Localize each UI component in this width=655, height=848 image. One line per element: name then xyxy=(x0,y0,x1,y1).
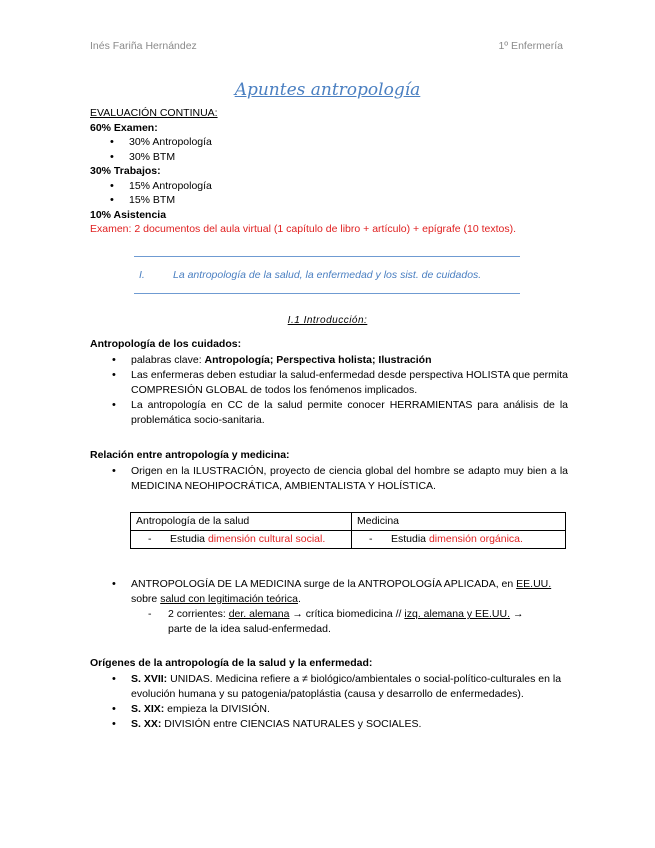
table-header-cell: Antropología de la salud xyxy=(131,513,352,531)
section-rule-top xyxy=(134,256,520,257)
relacion-list xyxy=(90,464,568,494)
list-item: • 30% Antropología xyxy=(90,135,568,150)
medicina-sublist xyxy=(90,607,568,637)
origenes-heading: Orígenes de la antropología de la salud y la enfermedad: xyxy=(90,657,373,669)
exam-list xyxy=(90,135,568,164)
cuidados-heading: Antropología de los cuidados: xyxy=(90,338,242,350)
list-item: • S. XIX: empieza la DIVISIÓN. xyxy=(90,702,568,717)
section-number: I. xyxy=(139,269,145,281)
relacion-block xyxy=(90,448,568,494)
section-title-text: La antropología de la salud, la enfermedad y los sist. de cuidados. xyxy=(173,269,482,281)
origenes-list xyxy=(90,672,568,732)
medicina-list xyxy=(90,577,568,607)
list-item: • 15% Antropología xyxy=(90,179,568,194)
list-item: • palabras clave: Antropología; Perspectiva holista; Ilustración xyxy=(90,353,568,368)
evaluation-heading: EVALUACIÓN CONTINUA: xyxy=(90,107,218,119)
table-row xyxy=(131,531,566,549)
section-heading xyxy=(134,268,520,282)
list-item: • Las enfermeras deben estudiar la salud-enfermedad desde perspectiva HOLISTA que permita COMPRESIÓN GLOBAL de todos los fenómenos implicados. xyxy=(90,368,568,398)
relacion-heading: Relación entre antropología y medicina: xyxy=(90,449,290,461)
list-item: • 15% BTM xyxy=(90,193,568,208)
header-author: Inés Fariña Hernández xyxy=(90,40,197,52)
cuidados-block xyxy=(90,337,568,428)
evaluation-block xyxy=(90,106,568,237)
subsection-title: I.1 Introducción: xyxy=(287,315,368,326)
table-header-cell: Medicina xyxy=(352,513,566,531)
work-label: 30% Trabajos: xyxy=(90,165,161,177)
medicina-block xyxy=(90,577,568,637)
attendance-label: 10% Asistencia xyxy=(90,208,167,221)
list-item: • S. XX: DIVISIÓN entre CIENCIAS NATURALES y SOCIALES. xyxy=(90,717,568,732)
table-row xyxy=(131,513,566,531)
table-cell: - Estudia dimensión cultural social. xyxy=(131,531,352,549)
section-rule-bottom xyxy=(134,293,520,294)
table-cell: - Estudia dimensión orgánica. xyxy=(352,531,566,549)
work-list xyxy=(90,179,568,208)
cuidados-list xyxy=(90,353,568,428)
list-item: • S. XVII: UNIDAS. Medicina refiere a ≠ biológico/ambientales o social-político-culturales en la evolución humana y su patogenia/patoplástia (causa y desarrollo de enfermedades). xyxy=(90,672,568,702)
list-item: - 2 corrientes: der. alemana → crítica biomedicina // izq. alemana y EE.UU. → parte de la idea salud-enfermedad. xyxy=(90,607,568,637)
exam-label: 60% Examen: xyxy=(90,121,158,134)
origenes-block xyxy=(90,656,568,732)
comparison-table xyxy=(130,512,566,549)
exam-note: Examen: 2 documentos del aula virtual (1 capítulo de libro + artículo) + epígrafe (10 textos). xyxy=(90,223,517,235)
page-title: Apuntes antropología xyxy=(234,80,421,100)
list-item: • 30% BTM xyxy=(90,150,568,165)
list-item: • Origen en la ILUSTRACIÓN, proyecto de ciencia global del hombre se adapto muy bien a la MEDICINA NEOHIPOCRÁTICA, AMBIENTALISTA Y HOLÍSTICA. xyxy=(90,464,568,494)
list-item: • La antropología en CC de la salud permite conocer HERRAMIENTAS para análisis de la problemática socio-sanitaria. xyxy=(90,398,568,428)
header-course: 1º Enfermería xyxy=(498,40,563,52)
list-item: • ANTROPOLOGÍA DE LA MEDICINA surge de la ANTROPOLOGÍA APLICADA, en EE.UU. sobre salud con legitimación teórica. xyxy=(90,577,568,607)
